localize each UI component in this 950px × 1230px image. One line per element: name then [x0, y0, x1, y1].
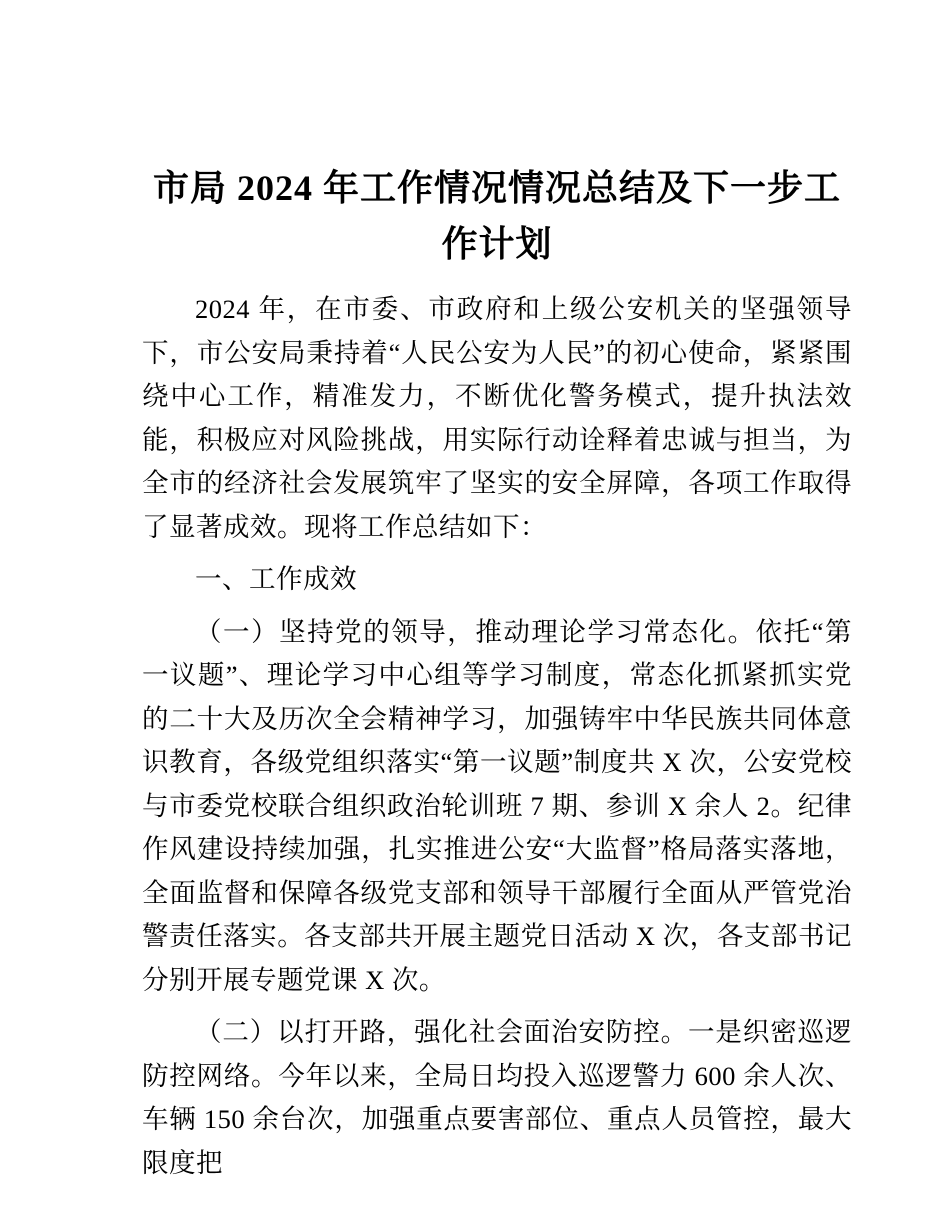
document-title: 市局 2024 年工作情况情况总结及下一步工作计划: [152, 168, 841, 264]
paragraph-intro: 2024 年，在市委、市政府和上级公安机关的坚强领导下，市公安局秉持着“人民公安为人民”的初心使命，紧紧围绕中心工作，精准发力，不断优化警务模式，提升执法效能，积极应对风险挑战，用实际行动诠释着忠诚与担当，为全市的经济社会发展筑牢了坚实的安全屏障，各项工作取得了显著成效。现将工作总结如下：: [142, 294, 852, 542]
paragraph-subsection-2: （二）以打开路，强化社会面治安防控。一是织密巡逻防控网络。今年以来，全局日均投入巡逻警力 600 余人次、车辆 150 余台次，加强重点要害部位、重点人员管控，最大限度把: [142, 1017, 852, 1178]
paragraph-subsection-1: （一）坚持党的领导，推动理论学习常态化。依托“第一议题”、理论学习中心组等学习制度，常态化抓紧抓实党的二十大及历次全会精神学习，加强铸牢中华民族共同体意识教育，各级党组织落实“第一议题”制度共 X 次，公安党校与市委党校联合组织政治轮训班 7 期、参训 X 余人 2。纪律作风建设持续加强，扎实推进公安“大监督”格局落实落地，全面监督和保障各级党支部和领导干部履行全面从严管党治警责任落实。各支部共开展主题党日活动 X 次，各支部书记分别开展专题党课 X 次。: [142, 616, 852, 995]
section-heading-work-results: 一、工作成效: [195, 564, 357, 594]
